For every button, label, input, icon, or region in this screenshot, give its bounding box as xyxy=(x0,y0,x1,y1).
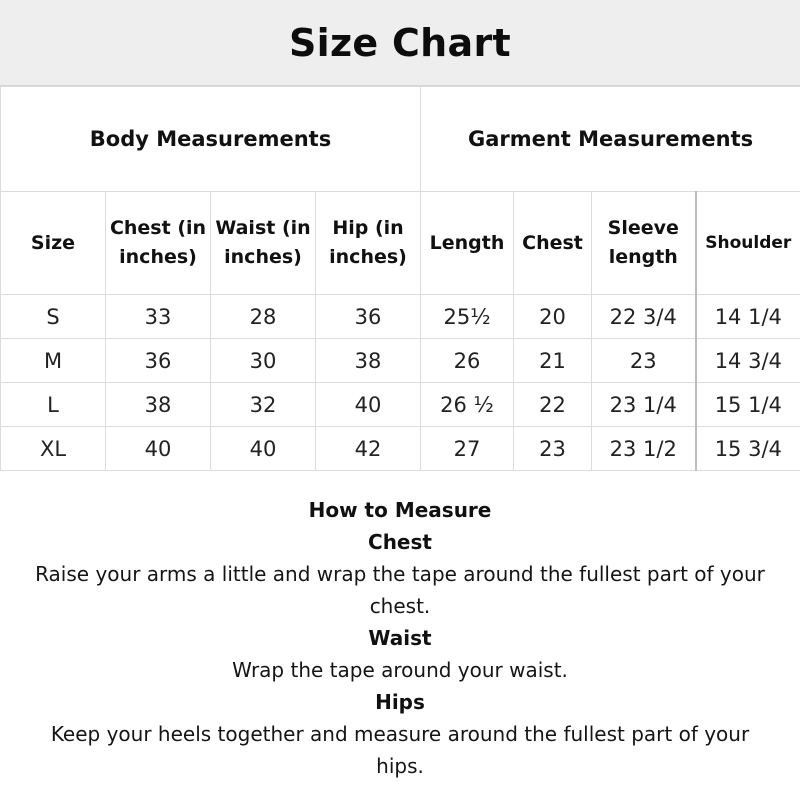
column-header-row xyxy=(1,192,800,295)
table-cell: 23 1/4 xyxy=(592,383,696,427)
body-measurements-header: Body Measurements xyxy=(1,87,421,192)
size-table xyxy=(0,86,800,471)
chest-instruction-title: Chest xyxy=(368,530,432,554)
table-cell: 40 xyxy=(106,427,211,471)
table-cell: 21 xyxy=(514,339,592,383)
table-cell: M xyxy=(1,339,106,383)
col-header-body-hip: Hip (in inches) xyxy=(316,192,421,295)
col-header-length: Length xyxy=(421,192,514,295)
col-header-garment-chest: Chest xyxy=(514,192,592,295)
page-title: Size Chart xyxy=(288,20,511,65)
table-cell: 23 1/2 xyxy=(592,427,696,471)
table-cell: 36 xyxy=(106,339,211,383)
garment-measurements-header: Garment Measurements xyxy=(421,87,800,192)
table-cell: 23 xyxy=(592,339,696,383)
table-cell: 42 xyxy=(316,427,421,471)
hips-instruction-text: Keep your heels together and measure around the fullest part of your hips. xyxy=(50,722,750,778)
table-cell: 15 1/4 xyxy=(696,383,800,427)
table-cell: 20 xyxy=(514,295,592,339)
table-cell: 14 1/4 xyxy=(696,295,800,339)
table-cell: 23 xyxy=(514,427,592,471)
table-cell: 27 xyxy=(421,427,514,471)
table-cell: S xyxy=(1,295,106,339)
col-header-size: Size xyxy=(1,192,106,295)
hips-instruction-title: Hips xyxy=(375,690,425,714)
table-cell: 28 xyxy=(211,295,316,339)
table-cell: 36 xyxy=(316,295,421,339)
table-row xyxy=(1,339,800,383)
waist-instruction-title: Waist xyxy=(368,626,432,650)
table-cell: 22 3/4 xyxy=(592,295,696,339)
col-header-body-chest: Chest (in inches) xyxy=(106,192,211,295)
table-cell: L xyxy=(1,383,106,427)
table-row xyxy=(1,427,800,471)
how-to-measure-section xyxy=(0,494,800,782)
table-row xyxy=(1,383,800,427)
table-row xyxy=(1,295,800,339)
table-cell: 14 3/4 xyxy=(696,339,800,383)
waist-instruction-text: Wrap the tape around your waist. xyxy=(232,658,568,682)
table-cell: 33 xyxy=(106,295,211,339)
col-header-body-waist: Waist (in inches) xyxy=(211,192,316,295)
table-cell: 15 3/4 xyxy=(696,427,800,471)
table-cell: 38 xyxy=(106,383,211,427)
table-cell: 30 xyxy=(211,339,316,383)
table-cell: 32 xyxy=(211,383,316,427)
col-header-sleeve-length: Sleeve length xyxy=(592,192,696,295)
table-cell: 25½ xyxy=(421,295,514,339)
table-cell: 38 xyxy=(316,339,421,383)
table-cell: 40 xyxy=(316,383,421,427)
col-header-shoulder: Shoulder xyxy=(696,192,800,295)
chest-instruction-text: Raise your arms a little and wrap the tape around the fullest part of your chest. xyxy=(35,562,765,618)
group-header-row xyxy=(1,87,800,192)
title-bar xyxy=(0,0,800,86)
table-cell: 40 xyxy=(211,427,316,471)
how-to-measure-heading: How to Measure xyxy=(308,498,492,522)
table-cell: 26 ½ xyxy=(421,383,514,427)
table-cell: XL xyxy=(1,427,106,471)
table-cell: 26 xyxy=(421,339,514,383)
table-cell: 22 xyxy=(514,383,592,427)
